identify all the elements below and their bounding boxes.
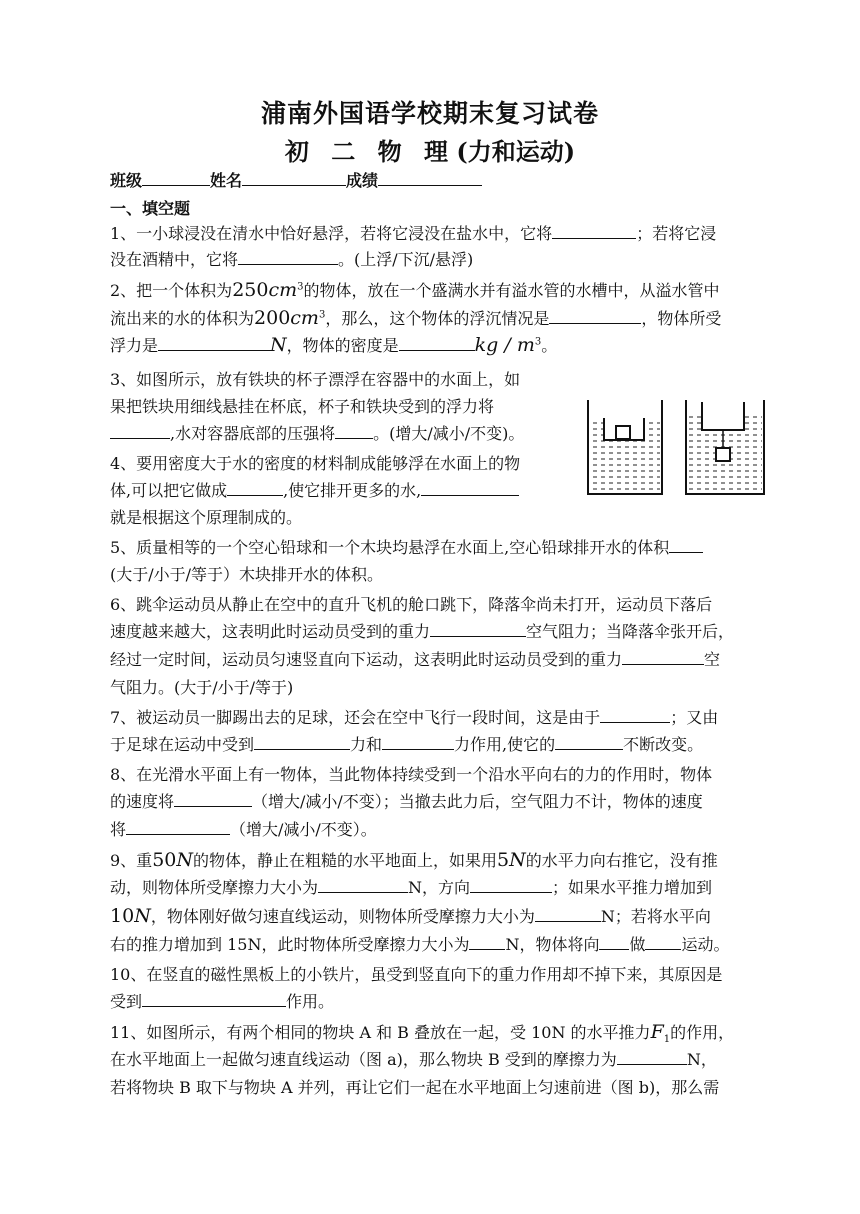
text: 将 <box>110 820 127 839</box>
text: ，物体的密度是 <box>286 336 399 355</box>
unit-kg-m3: kg / m <box>474 334 535 356</box>
subject-char-1: 物 <box>377 137 416 166</box>
text: 。 <box>541 336 558 355</box>
text: 做 <box>629 935 646 954</box>
floating-cup-figure <box>584 396 770 500</box>
text: 体,可以把它做成 <box>110 481 228 500</box>
answer-blank[interactable] <box>399 336 475 351</box>
text: 右的推力增加到 15N，此时物体所受摩擦力大小为 <box>110 935 470 954</box>
iron-block-icon <box>716 448 730 461</box>
text: （增大/减小/不变）；当撤去此力后，空气阻力不计，物体的速度 <box>252 792 703 811</box>
answer-blank[interactable] <box>110 424 170 439</box>
text: 9、重 <box>110 851 153 870</box>
text: 5、质量相等的一个空心铅球和一个木块均悬浮在水面上,空心铅球排开水的体积 <box>110 538 670 557</box>
unit-n: N <box>134 905 151 927</box>
question-line <box>110 678 293 698</box>
answer-blank[interactable] <box>599 935 629 950</box>
text: 没在酒精中，它将 <box>110 250 239 269</box>
answer-blank[interactable] <box>174 792 252 807</box>
exponent: 3 <box>534 336 542 348</box>
name-blank[interactable] <box>242 171 346 186</box>
text: 11、如图所示，有两个相同的物块 A 和 B 叠放在一起，受 10N 的水平推力 <box>110 1023 651 1042</box>
text: 力和 <box>350 735 383 754</box>
name-label: 姓名 <box>210 171 243 190</box>
question-line <box>110 992 334 1012</box>
text: N，方向 <box>408 878 471 897</box>
page-title: 浦南外国语学校期末复习试卷 <box>260 99 599 128</box>
answer-blank[interactable] <box>318 878 408 893</box>
question-line <box>110 335 557 356</box>
right-container <box>686 400 764 494</box>
question-line <box>110 622 734 642</box>
answer-blank[interactable] <box>535 907 601 922</box>
page-subtitle <box>0 132 860 167</box>
iron-block-icon <box>616 426 630 439</box>
text: 不断改变。 <box>623 735 704 754</box>
text: 空 <box>704 650 721 669</box>
text: 空气阻力；当降落伞张开后， <box>526 622 735 641</box>
answer-blank[interactable] <box>430 622 526 637</box>
question-line <box>110 595 712 615</box>
text: 动，则物体所受摩擦力大小为 <box>110 878 319 897</box>
question-line <box>110 850 718 871</box>
answer-blank[interactable] <box>600 708 670 723</box>
text: 7、被运动员一脚踢出去的足球，还会在空中飞行一段时间，这是由于 <box>110 708 601 727</box>
question-line <box>110 1078 719 1098</box>
question-line <box>110 935 730 955</box>
text: 。(增大/减小/不变)。 <box>373 424 525 443</box>
force-value: 5 <box>497 849 510 871</box>
text: 在水平地面上一起做匀速直线运动（图 a)，那么物块 B 受到的摩擦力为 <box>110 1050 617 1069</box>
unit-n: N <box>176 849 193 871</box>
unit-n: N <box>270 334 287 356</box>
question-line <box>110 708 718 728</box>
text: ，物体所受 <box>641 309 722 328</box>
answer-blank[interactable] <box>142 992 286 1007</box>
volume-value: 200 <box>254 307 291 329</box>
answer-blank[interactable] <box>335 424 373 439</box>
topic: (力和运动) <box>456 137 576 166</box>
unit-cm: cm <box>268 279 298 301</box>
text: ,使它排开更多的水, <box>283 481 422 500</box>
text: N；若将水平向 <box>600 907 711 926</box>
question-line <box>110 792 703 812</box>
text: ，物体刚好做匀速直线运动，则物体所受摩擦力大小为 <box>150 907 535 926</box>
force-symbol: F <box>650 1021 664 1043</box>
left-container <box>588 400 662 494</box>
question-line <box>110 735 703 755</box>
text: 的速度将 <box>110 792 175 811</box>
class-blank[interactable] <box>142 171 210 186</box>
answer-blank[interactable] <box>669 538 703 553</box>
answer-blank[interactable] <box>470 878 552 893</box>
answer-blank[interactable] <box>622 650 704 665</box>
text: 速度越来越大，这表明此时运动员受到的重力 <box>110 622 431 641</box>
exponent: 3 <box>297 281 304 293</box>
force-value: 10 <box>110 905 135 927</box>
question-line <box>110 308 721 329</box>
text: (大于/小于/等于）木块排开水的体积。 <box>110 565 384 584</box>
answer-blank[interactable] <box>158 336 270 351</box>
text: 。(上浮/下沉/悬浮) <box>338 250 474 269</box>
question-line <box>110 280 720 301</box>
question-line <box>110 650 720 670</box>
text: 3、如图所示，放有铁块的杯子漂浮在容器中的水面上，如 <box>110 370 521 389</box>
text: 流出来的水的体积为 <box>110 309 255 328</box>
answer-blank[interactable] <box>549 309 641 324</box>
student-info-row <box>110 168 482 191</box>
question-line <box>110 424 524 444</box>
weight-value: 50 <box>152 849 177 871</box>
question-line <box>110 250 473 270</box>
question-line <box>110 397 494 417</box>
text: ；如果水平推力增加到 <box>552 878 713 897</box>
text: 的物体，静止在粗糙的水平地面上，如果用 <box>193 851 498 870</box>
unit-cm: cm <box>290 307 319 329</box>
subscript: 1 <box>663 1034 671 1046</box>
answer-blank[interactable] <box>254 735 350 750</box>
text: 若将物块 B 取下与物块 A 并列，再让它们一起在水平地面上匀速前进（图 b)，那么需 <box>110 1078 720 1097</box>
text: 果把铁块用细线悬挂在杯底，杯子和铁块受到的浮力将 <box>110 397 495 416</box>
answer-blank[interactable] <box>469 935 505 950</box>
text: 的物体，放在一个盛满水并有溢水管的水槽中，从溢水管中 <box>303 281 720 300</box>
answer-blank[interactable] <box>645 935 681 950</box>
answer-blank[interactable] <box>555 735 623 750</box>
answer-blank[interactable] <box>421 481 519 496</box>
score-label: 成绩 <box>346 171 379 190</box>
question-line <box>110 538 703 558</box>
text: ；若将它浸 <box>636 224 717 243</box>
text: 浮力是 <box>110 336 159 355</box>
question-line <box>110 906 711 927</box>
question-line <box>110 965 722 985</box>
question-line <box>110 1050 717 1070</box>
text: 力作用,使它的 <box>454 735 556 754</box>
grade-char: 初 <box>284 137 323 166</box>
exponent: 3 <box>318 309 326 321</box>
score-blank[interactable] <box>378 171 482 186</box>
text: ；又由 <box>670 708 719 727</box>
section-title-fill-in: 一、填空题 <box>110 199 191 218</box>
text: 运动。 <box>681 935 730 954</box>
question-line <box>110 370 520 390</box>
answer-blank[interactable] <box>126 820 230 835</box>
text: 于足球在运动中受到 <box>110 735 255 754</box>
subject-char-2: 理 <box>424 137 448 166</box>
question-line <box>110 820 377 840</box>
cup-icon <box>702 402 744 430</box>
answer-blank[interactable] <box>382 735 454 750</box>
question-line <box>110 224 716 244</box>
question-line <box>110 481 519 501</box>
level-char: 二 <box>331 137 370 166</box>
question-line <box>110 1021 735 1046</box>
text: 作用。 <box>286 992 335 1011</box>
text: 6、跳伞运动员从静止在空中的直升飞机的舱口跳下，降落伞尚未打开，运动员下落后 <box>110 595 713 614</box>
question-line <box>110 565 383 585</box>
text: ，那么，这个物体的浮沉情况是 <box>325 309 550 328</box>
text: 的作用， <box>670 1023 735 1042</box>
text: 气阻力。(大于/小于/等于) <box>110 678 294 697</box>
answer-blank[interactable] <box>552 224 636 239</box>
question-line <box>110 765 712 785</box>
question-line <box>110 454 520 474</box>
text: 的水平力向右推它，没有推 <box>525 851 718 870</box>
question-line <box>110 508 302 528</box>
text: 4、要用密度大于水的密度的材料制成能够浮在水面上的物 <box>110 454 521 473</box>
question-line <box>110 878 712 898</box>
answer-blank[interactable] <box>227 481 283 496</box>
text: （增大/减小/不变）。 <box>230 820 377 839</box>
text: N，物体将向 <box>505 935 600 954</box>
text: N， <box>686 1050 717 1069</box>
unit-n: N <box>509 849 526 871</box>
answer-blank[interactable] <box>617 1050 687 1065</box>
text: 1、一小球浸没在清水中恰好悬浮，若将它浸没在盐水中，它将 <box>110 224 553 243</box>
answer-blank[interactable] <box>238 250 338 265</box>
text: 2、把一个体积为 <box>110 281 233 300</box>
text: 10、在竖直的磁性黑板上的小铁片，虽受到竖直向下的重力作用却不掉下来，其原因是 <box>110 965 723 984</box>
text: 受到 <box>110 992 143 1011</box>
text: ,水对容器底部的压强将 <box>170 424 336 443</box>
text: 就是根据这个原理制成的。 <box>110 508 303 527</box>
class-label: 班级 <box>110 171 143 190</box>
text: 8、在光滑水平面上有一物体，当此物体持续受到一个沿水平向右的力的作用时，物体 <box>110 765 713 784</box>
volume-value: 250 <box>232 279 269 301</box>
text: 经过一定时间，运动员匀速竖直向下运动，这表明此时运动员受到的重力 <box>110 650 623 669</box>
